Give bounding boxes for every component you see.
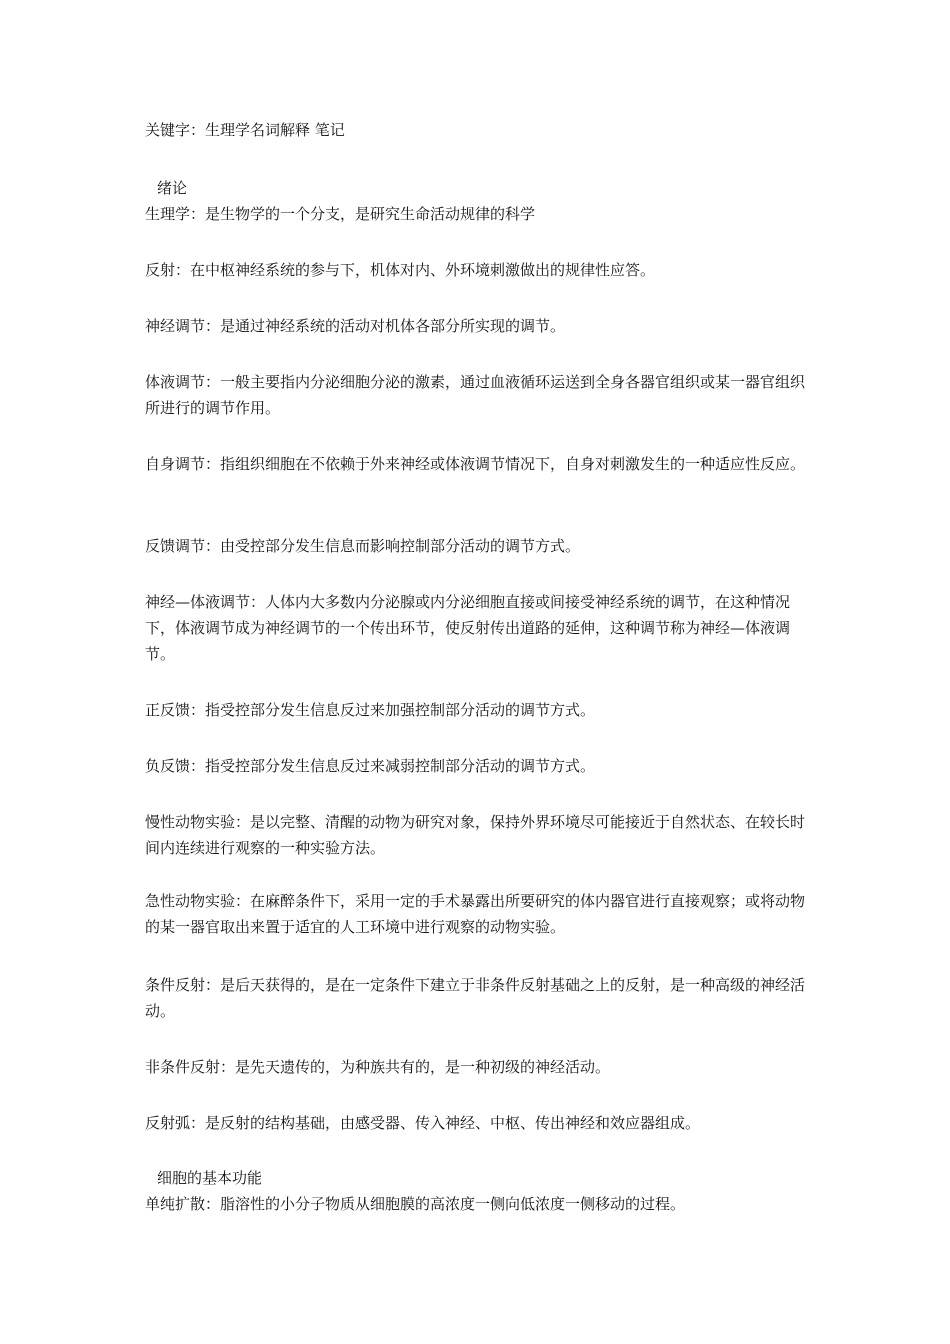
keywords-line: 关键字：生理学名词解释 笔记 [145, 121, 345, 139]
entry-auto-regulation: 自身调节：指组织细胞在不依赖于外来神经或体液调节情况下，自身对刺激发生的一种适应性反应。 [145, 455, 806, 473]
entry-chronic-animal-experiment: 慢性动物实验：是以完整、清醒的动物为研究对象，保持外界环境尽可能接近于自然状态、在较长时间内连续进行观察的一种实验方法。 [145, 813, 806, 857]
entry-physiology: 生理学：是生物学的一个分支，是研究生命活动规律的科学 [145, 205, 536, 223]
entry-feedback-regulation: 反馈调节：由受控部分发生信息而影响控制部分活动的调节方式。 [145, 537, 581, 555]
section-heading-intro: 绪论 [157, 179, 188, 197]
entry-negative-feedback: 负反馈：指受控部分发生信息反过来减弱控制部分活动的调节方式。 [145, 757, 596, 775]
entry-simple-diffusion: 单纯扩散：脂溶性的小分子物质从细胞膜的高浓度一侧向低浓度一侧移动的过程。 [145, 1195, 686, 1213]
entry-conditioned-reflex: 条件反射：是后天获得的，是在一定条件下建立于非条件反射基础之上的反射，是一种高级的神经活动。 [145, 976, 806, 1020]
entry-reflex: 反射：在中枢神经系统的参与下，机体对内、外环境刺激做出的规律性应答。 [145, 261, 656, 279]
entry-positive-feedback: 正反馈：指受控部分发生信息反过来加强控制部分活动的调节方式。 [145, 701, 596, 719]
entry-neural-regulation: 神经调节：是通过神经系统的活动对机体各部分所实现的调节。 [145, 317, 566, 335]
section-heading-cell-function: 细胞的基本功能 [157, 1169, 263, 1187]
entry-neuro-humoral-regulation: 神经—体液调节：人体内大多数内分泌腺或内分泌细胞直接或间接受神经系统的调节，在这种情况下，体液调节成为神经调节的一个传出环节，使反射传出道路的延伸，这种调节称为神经—体液调节。 [145, 593, 791, 663]
entry-humoral-regulation: 体液调节：一般主要指内分泌细胞分泌的激素，通过血液循环运送到全身各器官组织或某一器官组织所进行的调节作用。 [145, 373, 806, 417]
entry-acute-animal-experiment: 急性动物实验：在麻醉条件下，采用一定的手术暴露出所要研究的体内器官进行直接观察；或将动物的某一器官取出来置于适宜的人工环境中进行观察的动物实验。 [145, 892, 806, 936]
entry-reflex-arc: 反射弧：是反射的结构基础，由感受器、传入神经、中枢、传出神经和效应器组成。 [145, 1114, 701, 1132]
entry-unconditioned-reflex: 非条件反射：是先天遗传的，为种族共有的，是一种初级的神经活动。 [145, 1058, 611, 1076]
